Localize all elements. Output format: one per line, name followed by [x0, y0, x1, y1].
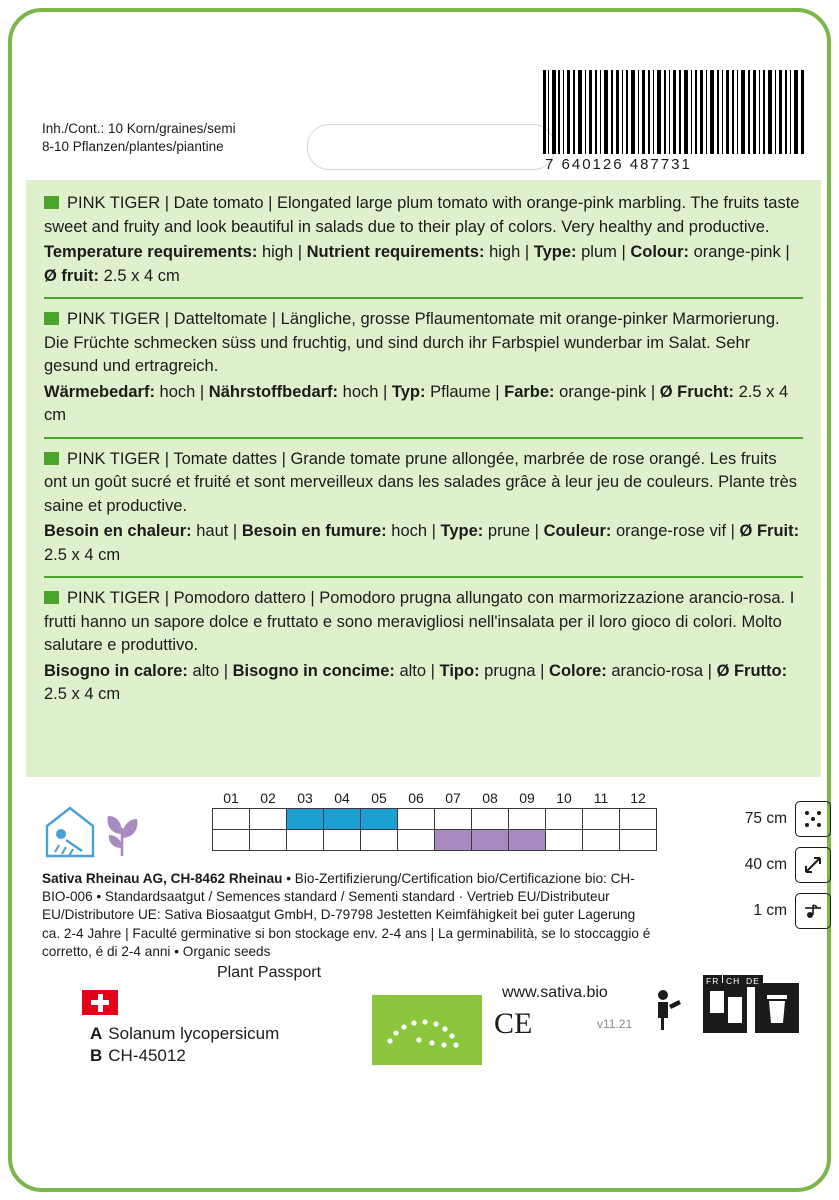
spec-label: Ø Fruit: [739, 522, 800, 540]
spec-label: Tipo: [439, 661, 480, 680]
passport-b-label: B [90, 1046, 103, 1065]
month-label: 08 [482, 790, 498, 806]
hang-hole [307, 124, 555, 170]
calendar-cell [361, 830, 398, 851]
calendar-cell [213, 830, 250, 851]
spec-label: Ø fruit: [44, 266, 99, 285]
culture-pictograms [42, 804, 172, 869]
month-label: 05 [371, 790, 387, 806]
month-label: 10 [556, 790, 572, 806]
calendar-cell [324, 830, 361, 851]
spec-label: Bisogno in calore: [44, 661, 188, 680]
measure-row [711, 842, 831, 888]
passport-a-label: A [90, 1024, 103, 1043]
calendar-sowing-row [213, 809, 657, 830]
greenhouse-icon [47, 808, 93, 856]
description-en: PINK TIGER | Date tomato | Elongated large plum tomato with orange-pink marbling. The fruits taste sweet and fruity and look beautiful in salads due to their play of colors. Very healthy and productive. Temperature requirements: high | Nutrient requirements: high | Type: plum | Colour: orange-pink | Ø fruit: 2.5 x 4 cm [44, 194, 800, 285]
calendar-cell [250, 830, 287, 851]
spec-value: 2.5 x 4 cm [44, 685, 121, 703]
calendar-cell [583, 809, 620, 830]
bullet-square-icon [44, 196, 59, 209]
passport-code-row [90, 1046, 186, 1066]
spec-value: high [261, 243, 294, 261]
spec-value: high [489, 243, 521, 261]
month-label: 01 [223, 790, 239, 806]
description-text-en: PINK TIGER | Date tomato | Elongated large plum tomato with orange-pink marbling. The fruits taste sweet and fruity and look beautiful in salads due to their play of colors. Very healthy and productive. [44, 194, 800, 236]
spec-value: 2.5 x 4 cm [44, 382, 789, 424]
spec-label: Ø Frucht: [659, 382, 734, 401]
measure-label: 1 cm [753, 902, 787, 919]
spec-label: Temperature requirements: [44, 243, 258, 261]
spec-label: Nutrient requirements: [306, 243, 485, 261]
spec-value: orange-pink [693, 243, 781, 261]
company-name: Sativa Rheinau AG, CH-8462 Rheinau [42, 871, 283, 886]
distance-arrow-icon [795, 847, 831, 883]
passport-b-value: CH-45012 [108, 1046, 186, 1065]
disposal-pictograms [647, 975, 807, 1039]
description-fr: PINK TIGER | Tomate dattes | Grande tomate prune allongée, marbrée de rose orangé. Les fruits ont un goût sucré et fruité et sont merveilleux dans les salades grâce à leur jeu de couleurs. Plante très saine et productive. Besoin en chaleur: haut | Besoin en fumure: hoch | Type: prune | Couleur: orange-rose vif | Ø Fruit: 2.5 x 4 cm [44, 449, 800, 564]
measure-row [711, 888, 831, 934]
eu-leaf-stars [372, 995, 482, 1065]
legal-text [42, 870, 652, 961]
month-label: 12 [630, 790, 646, 806]
spec-value: hoch [391, 522, 428, 540]
content-quantity: Inh./Cont.: 10 Korn/graines/semi [42, 121, 236, 136]
spec-value: orange-rose vif [616, 522, 727, 540]
spec-value: Pflaume [430, 382, 491, 401]
spec-label: Nährstoffbedarf: [208, 382, 339, 401]
month-label: 06 [408, 790, 424, 806]
swiss-flag-icon [82, 990, 118, 1015]
description-text-de: PINK TIGER | Datteltomate | Längliche, grosse Pflaumentomate mit orange-pinker Marmorierung. Die Früchte schmecken süss und fruchtig, und sind durch ihr Farbspiel wunderbar im Salat. Sehr gesund und ertragreich. [44, 310, 780, 375]
content-info [42, 120, 236, 156]
calendar-cell-sowing [287, 809, 324, 830]
divider [44, 297, 803, 299]
spec-value: alto [399, 661, 427, 680]
calendar-cell [620, 830, 657, 851]
calendar-cell-harvest [435, 830, 472, 851]
calendar-cell-harvest [509, 830, 546, 851]
calendar-cell [435, 809, 472, 830]
calendar-table [212, 788, 657, 851]
spec-value: plum [581, 243, 617, 261]
waste-bin-icon [755, 983, 799, 1033]
spec-value: haut [196, 522, 229, 540]
calendar-cell [546, 830, 583, 851]
description-text-it: PINK TIGER | Pomodoro dattero | Pomodoro prugna allungato con marmorizzazione arancio-rosa. I frutti hanno un sapore dolce e fruttato e sono meravigliosi nell'insalata per il loro gioco di colori. Molto salutare e produttivo. [44, 589, 795, 654]
spec-value: prune [487, 522, 531, 540]
ce-mark: CE [494, 1007, 533, 1040]
passport-species-row [90, 1024, 279, 1044]
spec-value: 2.5 x 4 cm [44, 545, 121, 564]
barcode-icon [543, 70, 805, 154]
spec-label: Type: [440, 522, 484, 540]
spec-value: 2.5 x 4 cm [103, 266, 180, 285]
calendar-cell [620, 809, 657, 830]
description-panel [26, 180, 821, 777]
no-litter-icon [658, 985, 697, 1030]
spec-label: Couleur: [543, 522, 612, 540]
month-label: 09 [519, 790, 535, 806]
language-chip-ch: CH [723, 975, 743, 987]
measurements [711, 796, 831, 934]
bullet-square-icon [44, 452, 59, 465]
divider [44, 576, 803, 578]
month-label: 03 [297, 790, 313, 806]
spec-value: hoch [159, 382, 196, 401]
spec-value: alto [192, 661, 220, 680]
calendar-cell-sowing [324, 809, 361, 830]
description-text-fr: PINK TIGER | Tomate dattes | Grande tomate prune allongée, marbrée de rose orangé. Les fruits ont un goût sucré et fruité et sont merveilleux dans les salades grâce à leur jeu de couleurs. Plante très saine et productive. [44, 449, 798, 515]
spec-label: Colore: [549, 661, 607, 680]
calendar-cell [287, 830, 324, 851]
month-label: 04 [334, 790, 350, 806]
month-label: 02 [260, 790, 276, 806]
measure-label: 75 cm [744, 810, 787, 827]
spec-label: Typ: [391, 382, 426, 401]
eu-organic-logo-icon [372, 995, 482, 1065]
calendar-cell [213, 809, 250, 830]
sowing-depth-icon [795, 893, 831, 929]
calendar-cell [398, 830, 435, 851]
seed-packet [8, 8, 831, 1192]
calendar-cell [472, 809, 509, 830]
calendar-cell [583, 830, 620, 851]
spec-label: Colour: [630, 243, 689, 261]
barcode-number: 7 640126 487731 [545, 156, 692, 173]
content-plants: 8-10 Pflanzen/plantes/piantine [42, 139, 224, 154]
barcode-area [543, 70, 807, 173]
spec-value: orange-pink [559, 382, 647, 401]
spacing-dots-icon [795, 801, 831, 837]
month-label: 11 [593, 790, 609, 806]
calendar-cell [546, 809, 583, 830]
spec-label: Farbe: [504, 382, 555, 401]
month-label: 07 [445, 790, 461, 806]
greenhouse-and-plant-icons [42, 804, 172, 864]
calendar-cell [398, 809, 435, 830]
spec-label: Besoin en chaleur: [44, 522, 192, 540]
description-de: PINK TIGER | Datteltomate | Längliche, grosse Pflaumentomate mit orange-pinker Marmorierung. Die Früchte schmecken süss und fruchtig, und sind durch ihr Farbspiel wunderbar im Salat. Sehr gesund und ertragreich. Wärmebedarf: hoch | Nährstoffbedarf: hoch | Typ: Pflaume | Farbe: orange-pink | Ø Frucht: 2.5 x 4 cm [44, 310, 789, 424]
spec-label: Besoin en fumure: [241, 522, 387, 540]
version-label: v11.21 [597, 1017, 633, 1031]
language-chip-de: DE [743, 975, 763, 987]
legal-body: • Bio-Zertifizierung/Certification bio/Certificazione bio: CH-BIO-006 • Standardsaatgut / Semences standard / Sementi standard · Vertrieb EU/Distributeur EU/Distributore UE: Sativa Biosaatgut GmbH, D-79798 Jestetten Keimfähigkeit bei guter Lagerung ca. 2-4 Jahre | Faculté germinative si bon stockage env. 2-4 ans | La germinabilità, se lo stoccaggio é corretto, é di 2-4 anni • Organic seeds [42, 871, 651, 959]
website-url[interactable]: www.sativa.bio [502, 984, 608, 1001]
spec-label: Ø Frutto: [716, 661, 788, 680]
paper-recycling-icon [703, 983, 747, 1033]
measure-row [711, 796, 831, 842]
spec-label: Bisogno in concime: [232, 661, 395, 680]
spec-value: hoch [342, 382, 379, 401]
calendar-harvest-row [213, 830, 657, 851]
spec-label: Type: [533, 243, 577, 261]
calendar-cell-harvest [472, 830, 509, 851]
bullet-square-icon [44, 591, 59, 604]
calendar-header-row [213, 788, 657, 809]
measure-label: 40 cm [744, 856, 787, 873]
calendar-cell-sowing [361, 809, 398, 830]
description-it: PINK TIGER | Pomodoro dattero | Pomodoro prugna allungato con marmorizzazione arancio-rosa. I frutti hanno un sapore dolce e fruttato e sono meravigliosi nell'insalata per il loro gioco di colori. Molto salutare e produttivo. Bisogno in calore: alto | Bisogno in concime: alto | Tipo: prugna | Colore: arancio-rosa | Ø Frutto: 2.5 x 4 cm [44, 589, 795, 703]
plant-icon [108, 816, 138, 856]
plant-passport-title: Plant Passport [217, 964, 322, 981]
spec-label: Wärmebedarf: [44, 382, 155, 401]
sowing-calendar [212, 788, 657, 851]
spec-value: prugna [484, 661, 536, 680]
language-chip-fr: FR [703, 975, 722, 987]
calendar-cell [509, 809, 546, 830]
calendar-cell [250, 809, 287, 830]
bullet-square-icon [44, 312, 59, 325]
divider [44, 437, 803, 439]
passport-a-value: Solanum lycopersicum [108, 1024, 280, 1043]
spec-value: arancio-rosa [611, 661, 704, 680]
